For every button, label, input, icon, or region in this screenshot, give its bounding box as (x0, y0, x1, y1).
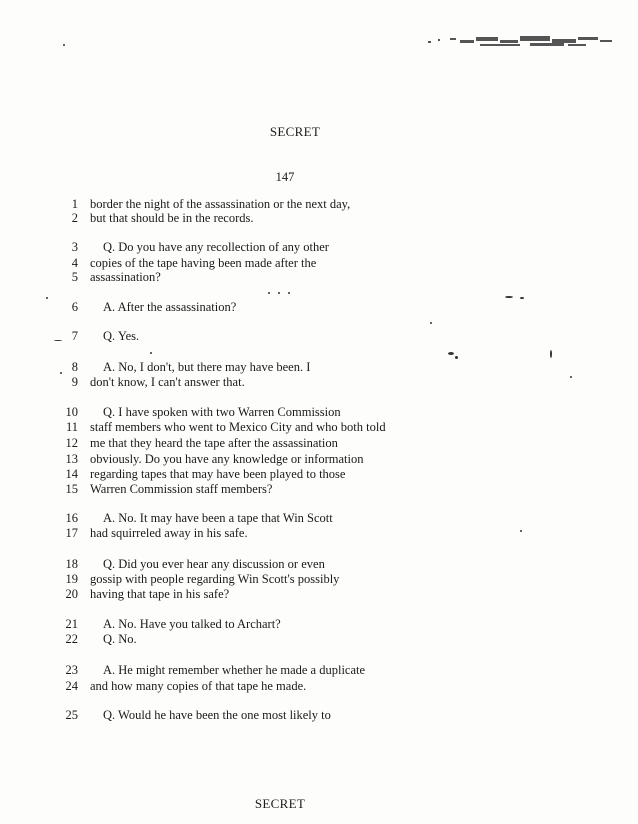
line-number: 16 (65, 511, 78, 525)
line-text: A. He might remember whether he made a duplicate (103, 663, 366, 677)
scan-speck (455, 356, 458, 359)
scan-speck (550, 350, 552, 358)
line-number: 4 (71, 256, 78, 270)
line-number: 12 (65, 436, 78, 450)
scan-speck (520, 297, 524, 299)
line-number: 24 (65, 679, 78, 693)
line-number: 19 (65, 572, 78, 586)
line-number: 7 (71, 329, 78, 343)
scan-speck (46, 297, 48, 299)
scan-noise-mark (420, 32, 620, 54)
scan-speck (54, 340, 62, 341)
line-number: 23 (65, 663, 78, 677)
scan-speck (520, 530, 522, 532)
scan-speck (63, 44, 65, 46)
page-number: 147 (275, 170, 295, 184)
line-number: 3 (71, 240, 78, 254)
classification-footer: SECRET (254, 796, 306, 811)
line-text: Q. Did you ever hear any discussion or even (103, 557, 325, 571)
line-number: 21 (65, 617, 78, 631)
line-number: 2 (71, 211, 78, 225)
line-text: don't know, I can't answer that. (90, 375, 245, 389)
scan-speck (430, 322, 432, 324)
line-text: copies of the tape having been made after the (90, 256, 317, 270)
line-text: and how many copies of that tape he made. (90, 679, 307, 693)
line-text: A. No. It may have been a tape that Win Scott (103, 511, 333, 525)
line-number: 11 (65, 420, 78, 434)
scan-speck (150, 352, 152, 354)
line-text: Q. Do you have any recollection of any other (103, 240, 329, 254)
scan-speck (288, 292, 290, 294)
line-text: but that should be in the records. (90, 211, 254, 225)
line-number: 15 (65, 482, 78, 496)
line-text: assassination? (90, 270, 161, 284)
line-text: staff members who went to Mexico City and who both told (90, 420, 386, 434)
line-text: border the night of the assassination or the next day, (90, 197, 351, 211)
line-text: A. No, I don't, but there may have been. I (103, 360, 311, 374)
classification-header: SECRET (269, 124, 321, 139)
line-number: 22 (65, 632, 78, 646)
line-number: 8 (71, 360, 78, 374)
line-number: 20 (65, 587, 78, 601)
line-number: 17 (65, 526, 78, 540)
scan-speck (60, 372, 62, 374)
scan-speck (268, 292, 270, 294)
scan-speck (570, 376, 572, 378)
scan-speck (448, 352, 454, 355)
line-text: gossip with people regarding Win Scott's possibly (90, 572, 340, 586)
line-text: Q. Yes. (103, 329, 140, 343)
scan-speck (278, 292, 280, 294)
line-text: me that they heard the tape after the assassination (90, 436, 338, 450)
line-number: 18 (65, 557, 78, 571)
line-text: Warren Commission staff members? (90, 482, 273, 496)
line-number: 1 (71, 197, 78, 211)
line-text: obviously. Do you have any knowledge or information (90, 452, 364, 466)
line-text: A. No. Have you talked to Archart? (103, 617, 281, 631)
line-text: having that tape in his safe? (90, 587, 230, 601)
line-number: 9 (71, 375, 78, 389)
line-number: 6 (71, 300, 78, 314)
line-number: 13 (65, 452, 78, 466)
line-text: A. After the assassination? (103, 300, 237, 314)
line-text: regarding tapes that may have been played to those (90, 467, 346, 481)
line-text: Q. No. (103, 632, 137, 646)
line-number: 25 (65, 708, 78, 722)
scan-speck (505, 296, 513, 298)
line-text: Q. I have spoken with two Warren Commission (103, 405, 341, 419)
line-text: Q. Would he have been the one most likely to (103, 708, 331, 722)
line-number: 10 (65, 405, 78, 419)
line-number: 5 (71, 270, 78, 284)
line-text: had squirreled away in his safe. (90, 526, 248, 540)
line-number: 14 (65, 467, 78, 481)
